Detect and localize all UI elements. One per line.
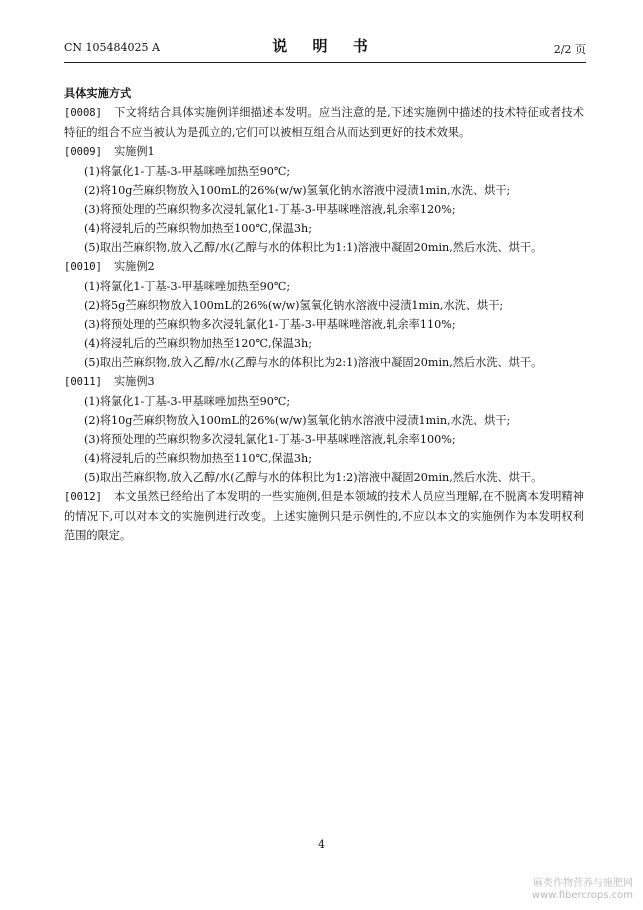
example3-step: (5)取出苎麻织物,放入乙醇/水(乙醇与水的体积比为1:2)溶液中凝固20min,然后水洗、烘干。 [84,471,543,484]
example2-step: (3)将预处理的苎麻织物多次浸轧氯化1-丁基-3-甲基咪唑溶液,轧余率110%; [84,318,456,331]
paragraph-0010 [64,257,584,277]
example1-step: (5)取出苎麻织物,放入乙醇/水(乙醇与水的体积比为1:1)溶液中凝固20min,然后水洗、烘干。 [84,241,543,254]
paragraph-0009 [64,142,584,162]
example2-step: (1)将氯化1-丁基-3-甲基咪唑加热至90℃; [84,280,291,293]
example1-step: (2)将10g苎麻织物放入100mL的26%(w/w)氢氧化钠水溶液中浸渍1min,水洗、烘干; [84,184,511,197]
paragraph-number: [0008] [64,107,102,119]
example2-step: (2)将5g苎麻织物放入100mL的26%(w/w)氢氧化钠水溶液中浸渍1min,水洗、烘干; [84,299,504,312]
example1-step: (1)将氯化1-丁基-3-甲基咪唑加热至90℃; [84,165,291,178]
watermark-line: 麻类作物营养与施肥网 [533,878,633,889]
page-info: 2/2 页 [553,43,586,56]
publication-number: CN 105484025 A [64,41,160,54]
paragraph-0008 [64,103,584,142]
example2-step: (4)将浸轧后的苎麻织物加热至120℃,保温3h; [84,337,312,350]
example-title: 实施例2 [113,260,155,273]
document-title: 说 明 书 [272,37,378,55]
example3-step: (3)将预处理的苎麻织物多次浸轧氯化1-丁基-3-甲基咪唑溶液,轧余率100%; [84,433,456,446]
example1-step: (3)将预处理的苎麻织物多次浸轧氯化1-丁基-3-甲基咪唑溶液,轧余率120%; [84,203,456,216]
paragraph-0011 [64,372,584,392]
document-body [64,84,584,545]
example1-step: (4)将浸轧后的苎麻织物加热至100℃,保温3h; [84,222,312,235]
example3-step: (1)将氯化1-丁基-3-甲基咪唑加热至90℃; [84,395,291,408]
paragraph-number: [0009] [64,146,102,158]
example3-step: (2)将10g苎麻织物放入100mL的26%(w/w)氢氧化钠水溶液中浸渍1min,水洗、烘干; [84,414,511,427]
section-heading: 具体实施方式 [64,86,132,100]
paragraph-text: 本文虽然已经给出了本发明的一些实施例,但是本领域的技术人员应当理解,在不脱离本发明精神的情况下,可以对本文的实施例进行改变。上述实施例只是示例性的,不应以本文的实施例作为本发明权利范围的限定。 [64,490,584,542]
example3-step: (4)将浸轧后的苎麻织物加热至110℃,保温3h; [84,452,312,465]
paragraph-text: 下文将结合具体实施例详细描述本发明。应当注意的是,下述实施例中描述的技术特征或者技术特征的组合不应当被认为是孤立的,它们可以被相互组合从而达到更好的技术效果。 [64,106,584,139]
example-title: 实施例3 [113,375,155,388]
paragraph-number: [0010] [64,261,102,273]
page-number: 4 [318,838,325,851]
example2-step: (5)取出苎麻织物,放入乙醇/水(乙醇与水的体积比为2:1)溶液中凝固20min,然后水洗、烘干。 [84,356,543,369]
page-header [64,32,586,63]
paragraph-number: [0012] [64,491,102,503]
paragraph-number: [0011] [64,376,102,388]
paragraph-0012 [64,487,584,545]
watermark [532,878,633,902]
watermark-line: www.fibercrops.com [531,890,633,901]
example-title: 实施例1 [113,145,155,158]
